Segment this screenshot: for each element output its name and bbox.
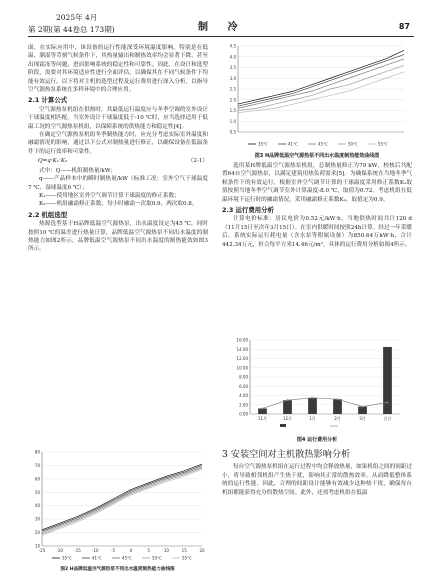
header-rule [28,36,414,37]
page-number: 87 [398,22,410,31]
x-tick-label: -15 [74,548,81,553]
line-point [312,397,314,399]
paragraph: 每台空气源热泵机组在运行过程中均会释放热量，如果机组之间的间距过小，将导致相邻机组产生热干扰，影响其正常的散热效率，从而降低整体系统的运行性能。因此，合理的间距设计能够有效减少这种热干扰，确保每台机组都能获得充分的散热空间。此外，还需考虑机组在低温 [222,464,413,496]
x-tick-label: 12月 [282,416,293,421]
issue-date: 2025年 4月 [56,13,98,22]
paragraph: 选用某H牌低温空气源热泵机组，总制热量修正为79 kW，校核后共配置64台空气源热泵，以满足建筑用热负荷需求[5]。为确保系统在当地冬季气候条件下的有效运行，根据室外空气调节计算的干球温度采用修正系数K₁取值按照当地冬季空气调节室外计算温度-8.0 ℃，取值为0.72。考虑机组在低温环境下运行时的融霜情况，采用融霜修正系数K₂，取值定为0.9。 [222,163,412,203]
x-tick-label: 合计 [383,416,392,421]
issue-number: 第 2期(第 44卷总 173期) [28,25,115,34]
legend-swatch [280,424,286,427]
fig3-caption: 图3 H品牌低温空气源热泵不同出水温度制热能效曲线图 [254,153,380,159]
line-point [362,406,364,408]
definition: K₁——使用地区室外空气调节计算干球温度的修正系数； [39,192,180,199]
y-tick-label: 80 [34,449,40,455]
left-column [28,44,208,254]
section-heading: 2.3 运行费用分析 [222,206,274,215]
y-tick-label: 16.00 [236,337,248,343]
y-tick-label: 0.00 [239,411,248,417]
page-header [14,8,414,36]
legend-label: 55℃ [182,555,192,561]
legend-label: 35℃ [62,555,72,561]
y-tick-label: 20 [34,530,40,536]
y-tick-label: 2.5 [229,86,236,92]
y-tick-label: 4.00 [239,393,248,398]
right-column-lower [222,448,412,497]
x-tick-label: 2月 [334,416,341,421]
legend-label: 50℃ [152,555,162,561]
y-tick-label: 50 [34,489,40,495]
bar [283,400,292,414]
y-tick-label: 6.00 [239,383,248,389]
right-column [222,162,412,249]
section-heading: 2.1 计算公式 [28,96,68,105]
equation [28,156,208,166]
bar [333,399,342,414]
line-point [337,398,339,400]
definition: 式中：Q——机组制热量/kW； [39,167,117,174]
y-tick-label: 1.0 [229,118,236,124]
fig4-caption: 图4 运行费用分析 [296,437,338,443]
y-tick-label: 14.00 [236,346,248,352]
x-tick-label: 1月 [309,416,316,421]
y-tick-label: 8.00 [239,374,248,380]
legend-label: 55℃ [378,141,388,147]
y-tick-label: 3.0 [229,75,236,81]
x-tick-label: 5 [147,548,150,553]
bar [308,398,317,414]
equation-body: Q=q·K₁·K₂ [38,158,68,165]
section-heading: 2.2 机组选型 [28,210,68,219]
fig4-chart [230,336,408,432]
y-tick-label: 0.5 [229,129,236,135]
y-tick-label: 1.5 [229,108,236,113]
series-line [263,398,388,409]
y-tick-label: 4.5 [229,43,236,49]
paragraph: 空气源热泵机组在供热时，其最低运行温度应与冬季空调的室外设计干球温度相匹配。当室外设计干球温度低于-10 ℃时，应当选择适用于低温工况的空气源热泵机组，以保障系统的供热能力和稳定性[4]。 [28,106,208,130]
x-tick-label: -5 [111,548,116,553]
y-tick-label: 3.5 [229,65,236,70]
definition: q——产品样本中的瞬时制热量/kW（标准工况：室外空气干球温度7 ℃、湿球温度6 ℃）； [28,176,208,191]
x-tick-label: -25 [38,548,46,553]
paragraph: 热源选型基于H品牌低温空气源热泵，出水温度设定为45 ℃，同时按照10 ℃的温差进行热量计算，品牌低温空气源热泵不同出水温度的制热能力如图2所示，品牌低温空气源热泵不同出水温度的制热能效如图3所示。 [28,221,208,253]
x-tick-label: 3月 [359,416,366,421]
y-tick-label: 70 [34,462,40,468]
section-heading-3: 3 安装空间对主机散热影响分析 [222,449,351,460]
journal-name: 制 冷 [198,22,246,33]
y-tick-label: 60 [34,476,40,482]
series-line [238,50,404,104]
legend-label: 45℃ [122,555,132,561]
fig2-chart [28,448,210,568]
legend-label: 45℃ [318,141,328,147]
fig2-caption: 图2 H品牌低温空气源热泵不同出水温度制热能力曲线图 [60,567,175,572]
paragraph: 面，在实际应用中，该设备的运行性能深受环境温度影响。特别是在低温、潮湿等苛刻气候条件下，其热量输出和制热效率均会显著下降，甚至出现霜冻等问题，进而影响系统的稳定性和可靠性。因此，在设计和选型阶段，需要对其环境适应性进行全面评估，以确保其在不同气候条件下均能有效运行。以下将对主机的选型过程及运行费用进行深入分析，以指导空气源热泵系统在多样环境中的合理应用。 [28,45,208,94]
x-tick-label: 20 [199,548,205,553]
equation-number: （2-1） [187,158,208,165]
line-point [287,399,289,401]
y-tick-label: 10.00 [236,365,248,371]
paragraph: 计算电价标准：居民电价为0.52元/kW·h，当地供热时间共计120 d（11月15日至次年3月15日）。在室内供暖时间按照24h计算。经过一年采暖后，系统实际运行耗电量（含水泵等附属设备）为850.64万kW·h，合计442.34万元，折合每平方米14.46元/m²，具体的运行费用分析如图4所示。 [222,216,412,248]
legend-label: 41℃ [288,141,298,147]
line-point [262,407,264,409]
line-point [387,401,389,403]
y-tick-label: 40 [34,503,40,509]
x-tick-label: 10 [163,548,169,553]
bar [358,407,367,414]
y-tick-label: 2.00 [239,402,248,408]
y-tick-label: 2.0 [229,97,236,103]
legend-label: 50℃ [348,141,358,147]
paragraph: 在确定空气源热泵机组冬季制热能力时，应充分考虑实际室外温度和融霜情况的影响，通过以下公式对制热量进行修正，以确保设备在低温条件下的运行效率和可靠性。 [28,132,208,155]
y-tick-label: 30 [34,516,40,522]
x-tick-label: 15 [181,548,187,553]
y-tick-label: 12.00 [236,356,248,361]
x-tick-label: 0 [129,548,133,553]
y-tick-label: 4.0 [229,54,236,60]
definition: K₂——机组融霜修正系数，每小时融霜一次取0.9，两次取0.8。 [39,201,198,208]
x-tick-label: -20 [56,548,64,553]
fig3-chart [222,42,412,150]
bar [383,347,392,414]
series-line [42,469,202,535]
y-tick-label: 10 [34,543,40,549]
x-tick-label: -10 [92,548,99,553]
legend-label: 35℃ [258,141,268,147]
legend-label: 41℃ [92,555,102,561]
x-tick-label: 11月 [257,416,268,421]
